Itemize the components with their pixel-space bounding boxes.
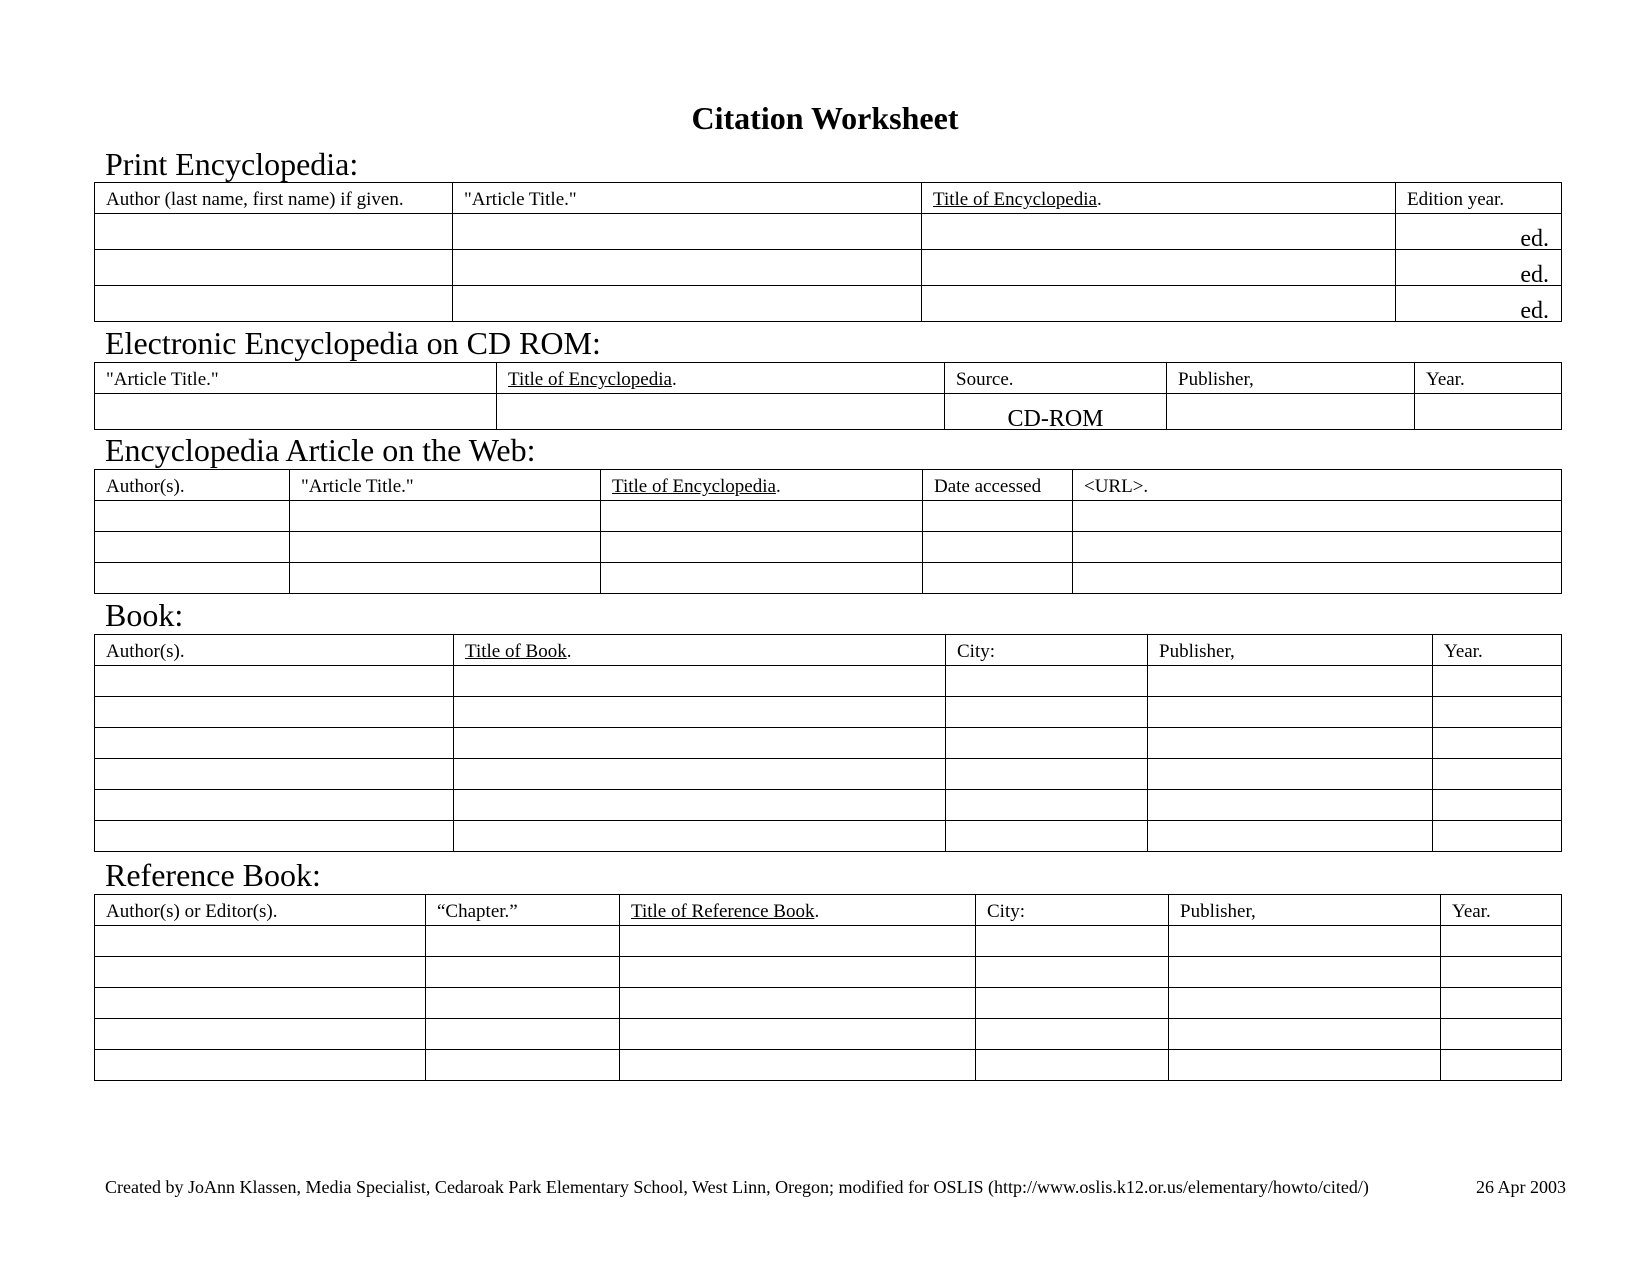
page-title: Citation Worksheet bbox=[691, 100, 959, 136]
authors-field[interactable] bbox=[95, 697, 454, 728]
book-title-field[interactable] bbox=[454, 790, 946, 821]
reference-book-table bbox=[94, 894, 1562, 1081]
reference-book-title-period: . bbox=[814, 901, 820, 922]
authors-field[interactable] bbox=[95, 666, 454, 697]
chapter-field[interactable] bbox=[426, 1050, 620, 1081]
city-field[interactable] bbox=[946, 759, 1148, 790]
city-field[interactable] bbox=[976, 988, 1169, 1019]
year-field[interactable] bbox=[1441, 957, 1562, 988]
col-header-url: <URL>. bbox=[1073, 470, 1562, 501]
col-header-encyclopedia-title bbox=[497, 363, 945, 394]
encyclopedia-title-period: . bbox=[1096, 189, 1102, 210]
book-title-field[interactable] bbox=[454, 666, 946, 697]
col-header-publisher: Publisher, bbox=[1167, 363, 1415, 394]
publisher-field[interactable] bbox=[1148, 666, 1433, 697]
book-title-period: . bbox=[566, 641, 572, 662]
city-field[interactable] bbox=[976, 926, 1169, 957]
authors-field[interactable] bbox=[95, 759, 454, 790]
web-encyclopedia-table bbox=[94, 469, 1562, 594]
source-field[interactable]: CD-ROM bbox=[945, 394, 1167, 430]
authors-editors-field[interactable] bbox=[95, 1019, 426, 1050]
authors-field[interactable] bbox=[95, 563, 290, 594]
col-header-reference-book-title bbox=[620, 895, 976, 926]
publisher-field[interactable] bbox=[1148, 759, 1433, 790]
table-row bbox=[95, 501, 1562, 532]
col-header-year: Year. bbox=[1433, 635, 1562, 666]
year-field[interactable] bbox=[1415, 394, 1562, 430]
city-field[interactable] bbox=[946, 666, 1148, 697]
chapter-field[interactable] bbox=[426, 988, 620, 1019]
publisher-field[interactable] bbox=[1167, 394, 1415, 430]
article-title-field[interactable] bbox=[290, 501, 601, 532]
url-field[interactable] bbox=[1073, 563, 1562, 594]
encyclopedia-title-field[interactable] bbox=[601, 532, 923, 563]
encyclopedia-title-label: Title of Encyclopedia bbox=[612, 476, 776, 497]
publisher-field[interactable] bbox=[1148, 697, 1433, 728]
table-row bbox=[95, 759, 1562, 790]
reference-book-title-field[interactable] bbox=[620, 1050, 976, 1081]
url-field[interactable] bbox=[1073, 532, 1562, 563]
col-header-encyclopedia-title bbox=[922, 183, 1396, 214]
authors-field[interactable] bbox=[95, 821, 454, 852]
edition-year-field[interactable]: ed. bbox=[1396, 286, 1562, 322]
author-field[interactable] bbox=[95, 250, 453, 286]
year-field[interactable] bbox=[1441, 988, 1562, 1019]
date-accessed-field[interactable] bbox=[923, 532, 1073, 563]
table-row bbox=[95, 532, 1562, 563]
col-header-chapter: “Chapter.” bbox=[426, 895, 620, 926]
encyclopedia-title-field[interactable] bbox=[922, 250, 1396, 286]
section-heading-print-encyclopedia: Print Encyclopedia: bbox=[105, 146, 359, 182]
city-field[interactable] bbox=[976, 1019, 1169, 1050]
year-field[interactable] bbox=[1441, 1019, 1562, 1050]
author-field[interactable] bbox=[95, 214, 453, 250]
city-field[interactable] bbox=[946, 697, 1148, 728]
publisher-field[interactable] bbox=[1148, 790, 1433, 821]
encyclopedia-title-period: . bbox=[775, 476, 781, 497]
encyclopedia-title-field[interactable] bbox=[601, 563, 923, 594]
col-header-publisher: Publisher, bbox=[1169, 895, 1441, 926]
encyclopedia-title-label: Title of Encyclopedia bbox=[933, 189, 1097, 210]
reference-book-title-field[interactable] bbox=[620, 1019, 976, 1050]
authors-field[interactable] bbox=[95, 501, 290, 532]
publisher-field[interactable] bbox=[1169, 1019, 1441, 1050]
col-header-date-accessed: Date accessed bbox=[923, 470, 1073, 501]
article-title-field[interactable] bbox=[453, 286, 922, 322]
book-title-field[interactable] bbox=[454, 728, 946, 759]
article-title-field[interactable] bbox=[453, 250, 922, 286]
city-field[interactable] bbox=[946, 821, 1148, 852]
col-header-authors: Author(s). bbox=[95, 635, 454, 666]
publisher-field[interactable] bbox=[1169, 957, 1441, 988]
table-row bbox=[95, 563, 1562, 594]
section-heading-reference-book: Reference Book: bbox=[105, 857, 321, 893]
encyclopedia-title-period: . bbox=[671, 369, 677, 390]
table-row bbox=[95, 926, 1562, 957]
year-field[interactable] bbox=[1433, 821, 1562, 852]
book-title-label: Title of Book bbox=[465, 641, 567, 662]
chapter-field[interactable] bbox=[426, 957, 620, 988]
col-header-authors: Author(s). bbox=[95, 470, 290, 501]
table-row bbox=[95, 286, 1562, 322]
electronic-encyclopedia-table bbox=[94, 362, 1562, 430]
chapter-field[interactable] bbox=[426, 1019, 620, 1050]
col-header-city: City: bbox=[976, 895, 1169, 926]
year-field[interactable] bbox=[1433, 666, 1562, 697]
table-row bbox=[95, 666, 1562, 697]
col-header-source: Source. bbox=[945, 363, 1167, 394]
table-row bbox=[95, 821, 1562, 852]
footer-credit: Created by JoAnn Klassen, Media Specialist, Cedaroak Park Elementary School, West Linn, Oregon; modified for OSLIS (http://www.oslis.k12.or.us/elementary/howto/cited/) bbox=[105, 1177, 1369, 1197]
city-field[interactable] bbox=[946, 728, 1148, 759]
article-title-field[interactable] bbox=[290, 532, 601, 563]
col-header-article-title: "Article Title." bbox=[95, 363, 497, 394]
year-field[interactable] bbox=[1433, 790, 1562, 821]
book-title-field[interactable] bbox=[454, 697, 946, 728]
publisher-field[interactable] bbox=[1169, 926, 1441, 957]
reference-book-title-field[interactable] bbox=[620, 926, 976, 957]
book-table bbox=[94, 634, 1562, 852]
col-header-encyclopedia-title bbox=[601, 470, 923, 501]
col-header-article-title: "Article Title." bbox=[453, 183, 922, 214]
year-field[interactable] bbox=[1433, 697, 1562, 728]
col-header-publisher: Publisher, bbox=[1148, 635, 1433, 666]
edition-year-field[interactable]: ed. bbox=[1396, 214, 1562, 250]
table-row bbox=[95, 1019, 1562, 1050]
year-field[interactable] bbox=[1433, 759, 1562, 790]
encyclopedia-title-field[interactable] bbox=[922, 286, 1396, 322]
table-row bbox=[95, 250, 1562, 286]
section-heading-web-encyclopedia: Encyclopedia Article on the Web: bbox=[105, 432, 536, 468]
publisher-field[interactable] bbox=[1148, 821, 1433, 852]
city-field[interactable] bbox=[946, 790, 1148, 821]
col-header-author: Author (last name, first name) if given. bbox=[95, 183, 453, 214]
authors-editors-field[interactable] bbox=[95, 957, 426, 988]
authors-editors-field[interactable] bbox=[95, 988, 426, 1019]
year-field[interactable] bbox=[1441, 1050, 1562, 1081]
publisher-field[interactable] bbox=[1169, 1050, 1441, 1081]
col-header-article-title: "Article Title." bbox=[290, 470, 601, 501]
article-title-field[interactable] bbox=[453, 214, 922, 250]
table-row bbox=[95, 790, 1562, 821]
col-header-authors-editors: Author(s) or Editor(s). bbox=[95, 895, 426, 926]
table-row bbox=[95, 957, 1562, 988]
book-title-field[interactable] bbox=[454, 821, 946, 852]
print-encyclopedia-table bbox=[94, 182, 1562, 322]
date-accessed-field[interactable] bbox=[923, 563, 1073, 594]
table-row bbox=[95, 988, 1562, 1019]
city-field[interactable] bbox=[976, 957, 1169, 988]
authors-field[interactable] bbox=[95, 532, 290, 563]
date-accessed-field[interactable] bbox=[923, 501, 1073, 532]
publisher-field[interactable] bbox=[1169, 988, 1441, 1019]
article-title-field[interactable] bbox=[290, 563, 601, 594]
edition-year-field[interactable]: ed. bbox=[1396, 250, 1562, 286]
encyclopedia-title-label: Title of Encyclopedia bbox=[508, 369, 672, 390]
table-row bbox=[95, 697, 1562, 728]
encyclopedia-title-field[interactable] bbox=[497, 394, 945, 430]
city-field[interactable] bbox=[976, 1050, 1169, 1081]
table-row bbox=[95, 394, 1562, 430]
authors-field[interactable] bbox=[95, 728, 454, 759]
article-title-field[interactable] bbox=[95, 394, 497, 430]
authors-field[interactable] bbox=[95, 790, 454, 821]
col-header-edition-year: Edition year. bbox=[1396, 183, 1562, 214]
year-field[interactable] bbox=[1433, 728, 1562, 759]
reference-book-title-label: Title of Reference Book bbox=[631, 901, 815, 922]
col-header-year: Year. bbox=[1415, 363, 1562, 394]
reference-book-title-field[interactable] bbox=[620, 988, 976, 1019]
publisher-field[interactable] bbox=[1148, 728, 1433, 759]
section-heading-electronic-encyclopedia: Electronic Encyclopedia on CD ROM: bbox=[105, 325, 601, 361]
encyclopedia-title-field[interactable] bbox=[601, 501, 923, 532]
chapter-field[interactable] bbox=[426, 926, 620, 957]
year-field[interactable] bbox=[1441, 926, 1562, 957]
table-row bbox=[95, 214, 1562, 250]
url-field[interactable] bbox=[1073, 501, 1562, 532]
authors-editors-field[interactable] bbox=[95, 926, 426, 957]
section-heading-book: Book: bbox=[105, 597, 184, 633]
table-row bbox=[95, 1050, 1562, 1081]
author-field[interactable] bbox=[95, 286, 453, 322]
encyclopedia-title-field[interactable] bbox=[922, 214, 1396, 250]
book-title-field[interactable] bbox=[454, 759, 946, 790]
col-header-year: Year. bbox=[1441, 895, 1562, 926]
reference-book-title-field[interactable] bbox=[620, 957, 976, 988]
table-row bbox=[95, 728, 1562, 759]
authors-editors-field[interactable] bbox=[95, 1050, 426, 1081]
footer-date: 26 Apr 2003 bbox=[1476, 1177, 1566, 1197]
col-header-city: City: bbox=[946, 635, 1148, 666]
col-header-book-title bbox=[454, 635, 946, 666]
